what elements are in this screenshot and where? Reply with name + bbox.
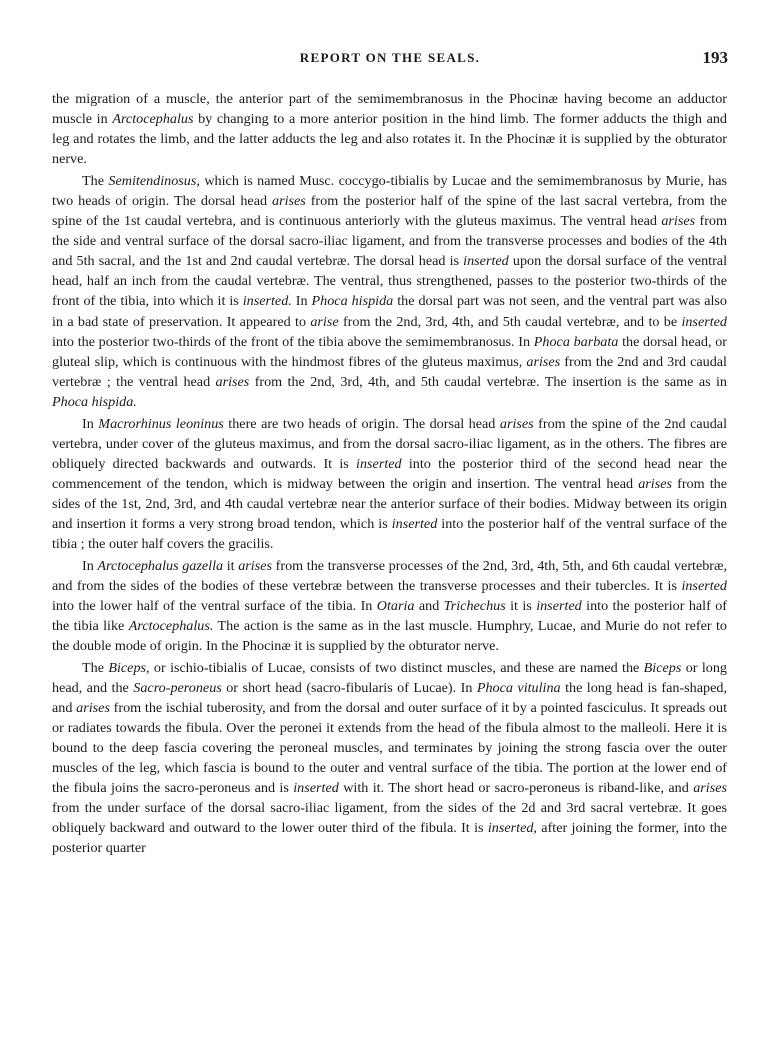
paragraph-p2 [52,171,727,412]
text-run: the migration of a muscle, the anterior part of the semimembranosus in the Phocinæ having become an adductor muscle in [52,91,727,128]
text-run: into the posterior half of the ventral surface of the tibia ; the outer half covers the gracilis. [52,515,727,553]
text-run: from the sides of the 1st, 2nd, 3rd, and 4th caudal vertebræ near the anterior surface of their bodies. Midway between its origin and insertion it forms a very strong broad tendon, which is [52,475,727,532]
text-run: it [223,557,239,574]
text-run: from the side and ventral surface of the dorsal sacro-iliac ligament, and from the transverse processes and bodies of the 4th and 5th sacral, and the 1st and 2nd caudal vertebræ. The dorsal head is [52,213,727,270]
italic-term: Biceps [108,659,147,676]
text-run: from the 2nd and 3rd caudal vertebræ ; the ventral head [52,353,727,390]
page-header [52,48,728,70]
text-run: , after joining the former, into the posterior quarter [52,820,727,857]
text-run: from the under surface of the dorsal sacro-iliac ligament, from the sides of the 2d and 3rd sacral vertebræ. It goes obliquely backward and outward to the lower outer third of the fibula. It is [52,800,727,837]
text-run: into the posterior two-thirds of the front of the tibia above the semimembranosus. In [52,333,534,350]
text-run: the dorsal part was not seen, and the ventral part was also in a bad state of preservation. It appeared to [52,293,727,330]
italic-term: Biceps [643,659,682,676]
text-run: there are two heads of origin. The dorsal head [223,415,500,432]
italic-term: arises [693,780,727,797]
text-run: into the lower half of the ventral surface of the tibia. In [52,597,377,614]
text-run: In [82,557,98,574]
italic-term: Macrorhinus leoninus [98,415,224,432]
italic-term: inserted [487,820,534,837]
italic-term: Arctocephalus. [128,617,214,634]
paragraph-p5 [52,658,727,859]
italic-term: inserted [681,313,727,330]
text-run: from the 2nd, 3rd, 4th, and 5th caudal vertebræ. The insertion is the same as in [249,373,727,390]
text-run: In [291,293,312,310]
text-run: or short head (sacro-fibularis of Lucae). In [221,679,477,696]
italic-term: Phoca barbata [533,333,619,350]
italic-term: inserted. [242,293,292,310]
italic-term: Otaria [376,597,415,614]
italic-term: inserted [463,253,509,270]
italic-term: Sacro-peroneus [133,679,222,696]
italic-term: inserted [391,515,438,532]
text-run: the dorsal head, or gluteal slip, which is continuous with the hindmost fibres of the gluteus maximus, [52,333,728,370]
text-body [52,89,727,859]
paragraph-p3 [52,414,727,555]
text-run: from the ischial tuberosity, and from the dorsal and outer surface of it by a pointed fasciculus. It spreads out or radiates towards the fibula. Over the peronei it extends from the head of the fibula almost to the malleoli. Here it is bound to the deep fascia covering the peroneal muscles, and terminates by joining the strong fascia over the outer muscles of the leg, which fascia is bound to the outer and ventral surface of the tibia. The portion at the lower end of the fibula joins the sacro-peroneus and is [52,699,728,797]
italic-term: Phoca vitulina [476,679,561,696]
text-run: or long head, and the [52,659,727,696]
text-run: with it. The short head or sacro-peroneus is riband-like, and [338,780,694,797]
text-run: it is [505,597,537,614]
italic-term: arises [76,699,110,716]
text-run: In [82,415,99,432]
text-run: upon the dorsal surface of the ventral head, half an inch from the caudal vertebræ. The ventral, thus strengthened, passes to the posterior two-thirds of the front of the tibia, into which it is [52,253,727,310]
italic-term: inserted [536,597,582,614]
italic-term: inserted [293,780,339,797]
italic-term: arises [272,192,306,209]
italic-term: arises [238,557,273,574]
text-run: , which is named Musc. coccygo-tibialis by Lucae and the semimembranosus by Murie, has two heads of origin. The dorsal head [52,172,727,209]
text-run: into the posterior third of the second head near the commencement of the tendon, which is midway between the origin and insertion. The ventral head [52,455,727,492]
italic-term: Trichechus [443,597,506,614]
text-run: from the transverse processes of the 2nd, 3rd, 4th, 5th, and 6th caudal vertebræ, and from the sides of the bodies of these vertebræ between the transverse processes and their tubercles. It is [52,557,727,594]
text-run: The [82,659,109,676]
italic-term: Phoca hispida [311,293,394,310]
italic-term: Arctocephalus [112,111,194,128]
italic-term: Semitendinosus [108,172,197,189]
page-number: 193 [702,48,728,67]
text-run: from the 2nd, 3rd, 4th, and 5th caudal vertebræ, and to be [338,313,682,330]
italic-term: inserted [356,455,402,472]
italic-term: arise [310,313,339,330]
text-run: , or ischio-tibialis of Lucae, consists of two distinct muscles, and these are named the [146,659,644,676]
text-run: and [414,597,444,614]
paragraph-p4 [52,556,727,656]
text-run: into the posterior half of the tibia like [52,597,727,634]
italic-term: arises [215,373,250,390]
running-head: REPORT ON THE SEALS. [299,50,481,65]
italic-term: arises [499,415,534,432]
paragraph-p1 [52,89,727,169]
text-run: the long head is fan-shaped, and [52,679,727,716]
text-run: from the spine of the 2nd caudal vertebra, under cover of the gluteus maximus, and from the dorsal sacro-iliac ligament, as in the others. The fibres are obliquely directed backwards and outwards. It is [52,415,727,472]
italic-term: inserted [681,577,727,594]
text-run: The [82,172,109,189]
italic-term: Phoca hispida. [52,393,137,410]
italic-term: arises [526,353,561,370]
text-run: The action is the same as in the last muscle. Humphry, Lucae, and Murie do not refer to the double mode of origin. In the Phocinæ it is supplied by the obturator nerve. [52,617,727,655]
text-run: from the posterior half of the spine of the last sacral vertebra, from the spine of the 1st caudal vertebra, and is continuous anteriorly with the gluteus maximus. The ventral head [52,192,728,230]
text-run: by changing to a more anterior position in the hind limb. The former adducts the thigh and leg and rotates the limb, and the latter adducts the leg and also rotates it. In the Phocinæ it is supplied by the obturator nerve. [52,111,727,168]
italic-term: arises [661,213,696,230]
italic-term: arises [638,475,672,492]
italic-term: Arctocephalus gazella [97,557,224,574]
